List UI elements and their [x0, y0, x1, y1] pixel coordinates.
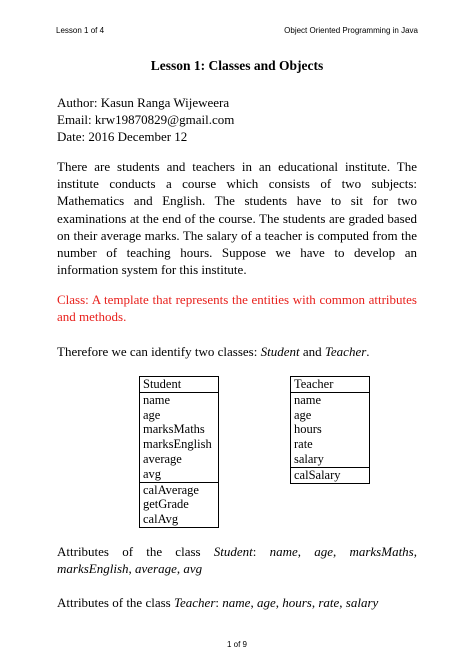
- intro-paragraph: There are students and teachers in an educational institute. The institute conducts a course which consists of two subjects: Mathematics and English. The students have to sit for two examinations at the end of the course. The students are graded based on their average marks. The salary of a teacher is computed from the number of teaching hours. Suppose we have to develop an information system for this institute.: [57, 159, 417, 278]
- page-number: 1 of 9: [226, 640, 247, 649]
- teacher-attribute: age: [291, 408, 370, 423]
- table-row: [140, 467, 219, 482]
- student-attr-item: age: [314, 544, 334, 559]
- teacher-attribute: rate: [291, 437, 370, 452]
- email-line: Email: krw19870829@gmail.com: [57, 112, 235, 127]
- table-row: [291, 422, 370, 437]
- student-attribute: average: [140, 452, 219, 467]
- teacher-attr-colon: :: [215, 595, 223, 610]
- student-class-table: [139, 376, 219, 528]
- table-row: [291, 408, 370, 423]
- student-attribute: marksEnglish: [140, 437, 219, 452]
- teacher-attr-item: hours: [282, 595, 312, 610]
- teacher-attribute: salary: [291, 452, 370, 467]
- student-attr-colon: :: [252, 544, 270, 559]
- identify-classes-sentence: [57, 343, 417, 360]
- identify-and: and: [299, 344, 325, 359]
- table-row: [140, 408, 219, 423]
- table-row: [140, 437, 219, 452]
- teacher-attribute: hours: [291, 422, 370, 437]
- teacher-attr-item: salary: [345, 595, 379, 610]
- student-attr-item: marksEnglish: [57, 561, 129, 577]
- table-row: [140, 482, 219, 497]
- table-row: [291, 392, 370, 407]
- student-attr-item: marksMaths: [349, 544, 414, 559]
- student-method: calAvg: [140, 512, 219, 527]
- student-attr-class: Student: [213, 544, 253, 559]
- teacher-attribute: name: [291, 392, 370, 407]
- author-block: [57, 94, 234, 145]
- class-definition: Class: A template that represents the entities with common attributes and methods.: [57, 292, 417, 325]
- student-method: calAverage: [140, 482, 219, 497]
- student-attr-item: name: [269, 544, 298, 559]
- teacher-attr-item: age: [256, 595, 276, 610]
- lesson-title: Lesson 1: Classes and Objects: [150, 58, 324, 73]
- teacher-attributes-paragraph: Attributes of the class Teacher: name, age, hours, rate, salary: [57, 595, 379, 610]
- student-attribute: avg: [140, 467, 219, 482]
- student-attribute: name: [140, 392, 219, 407]
- identify-prefix: Therefore we can identify two classes:: [57, 344, 261, 359]
- identify-class-student: Student: [260, 344, 300, 359]
- table-row: [140, 452, 219, 467]
- student-attribute: age: [140, 408, 219, 423]
- teacher-class-name: Teacher: [291, 377, 370, 393]
- author-line: Author: Kasun Ranga Wijeweera: [57, 95, 230, 110]
- table-row: [140, 392, 219, 407]
- teacher-attr-item: rate: [318, 595, 340, 610]
- table-row: [140, 377, 219, 393]
- student-class-name: Student: [140, 377, 219, 393]
- student-method: getGrade: [140, 497, 219, 512]
- student-attributes-paragraph: Attributes of the class Student: name, age, marksMaths, marksEnglish, average, avg: [57, 544, 417, 577]
- table-row: [140, 497, 219, 512]
- student-attr-item: average: [135, 561, 177, 577]
- identify-suffix: .: [366, 344, 370, 359]
- table-row: [291, 467, 370, 483]
- student-attribute: marksMaths: [140, 422, 219, 437]
- header-course-title: Object Oriented Programming in Java: [284, 26, 418, 35]
- identify-class-teacher: Teacher: [324, 344, 367, 359]
- table-row: [140, 512, 219, 527]
- header-lesson-number: Lesson 1 of 4: [56, 26, 105, 35]
- table-row: [291, 437, 370, 452]
- teacher-attr-prefix: Attributes of the class: [57, 595, 174, 610]
- table-row: [140, 422, 219, 437]
- teacher-attr-item: name: [222, 595, 251, 610]
- table-row: [291, 452, 370, 467]
- student-attr-item: avg: [183, 561, 203, 577]
- date-line: Date: 2016 December 12: [57, 129, 188, 144]
- table-row: [291, 377, 370, 393]
- teacher-class-table: [290, 376, 370, 484]
- teacher-method: calSalary: [291, 467, 370, 483]
- teacher-attr-class: Teacher: [173, 595, 216, 610]
- student-attr-prefix: Attributes of the class: [57, 544, 214, 559]
